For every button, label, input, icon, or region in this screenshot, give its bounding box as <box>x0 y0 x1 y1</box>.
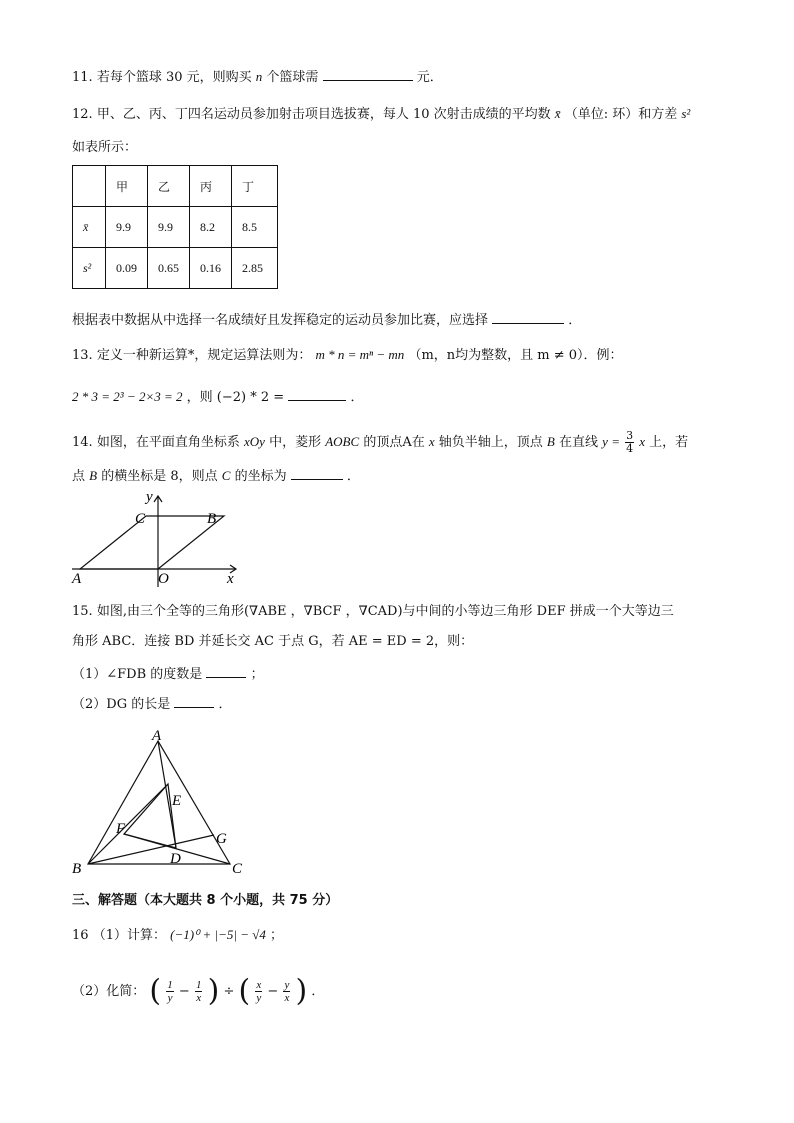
fraction-numerator: 1 <box>167 979 173 991</box>
table-cell: 8.5 <box>232 207 278 248</box>
variance-symbol: s² <box>681 106 691 121</box>
table-row <box>73 248 278 289</box>
question-text: （1）∠FDB 的度数是 <box>72 667 203 682</box>
label-C: C <box>135 511 146 527</box>
question-text: （单位: 环）和方差 <box>564 107 678 122</box>
point-name: C <box>221 468 231 483</box>
question-text: 如表所示： <box>72 140 138 155</box>
question-text: ． <box>311 984 325 999</box>
question-text: 中，菱形 <box>269 435 322 450</box>
question-number: 11. <box>72 70 93 85</box>
question-15 <box>72 602 674 622</box>
table-cell: 0.09 <box>106 248 148 289</box>
table-cell: 乙 <box>148 166 190 207</box>
question-number: 12. <box>72 107 93 122</box>
table-cell: 丁 <box>232 166 278 207</box>
label-B: B <box>207 511 217 527</box>
rhombus-figure <box>70 488 250 588</box>
question-text: 若每个篮球 30 元，则购买 <box>96 70 252 85</box>
question-13-cont <box>72 386 363 408</box>
question-text: 个篮球需 <box>266 70 319 85</box>
table-cell: 丙 <box>190 166 232 207</box>
label-E: E <box>172 793 182 809</box>
label-x: x <box>227 571 234 587</box>
fraction-denominator: x <box>196 992 202 1004</box>
question-12-ask <box>72 309 581 331</box>
example-expression: 2 * 3 = 2³ − 2×3 = 2 <box>72 389 183 404</box>
question-text: 角形 ABC．连接 BD 并延长交 AC 于点 G，若 AE = ED = 2，则： <box>72 634 474 649</box>
question-12-cont <box>72 138 137 158</box>
question-text: 如图,由三个全等的三角形(∇ABE ，∇BCF ，∇CAD)与中间的小等边三角形 DEF 拼成一个大等边三 <box>96 604 674 619</box>
answer-blank[interactable] <box>206 663 246 678</box>
question-16-part1 <box>72 925 283 946</box>
math-expression: (−1)⁰ + |−5| − √4 <box>170 927 266 942</box>
minus-sign: − <box>267 984 279 999</box>
left-paren: ( <box>149 973 162 1009</box>
equation-var: x <box>639 434 646 449</box>
question-text: （1）计算： <box>92 928 166 943</box>
label-B: B <box>72 861 82 876</box>
answer-blank[interactable] <box>288 386 346 401</box>
question-11 <box>72 66 443 88</box>
rule-expression: m * n = mⁿ − mn <box>315 347 405 362</box>
minus-sign: − <box>178 984 190 999</box>
fraction-denominator: x <box>284 992 290 1004</box>
fraction-numerator: x <box>256 979 262 991</box>
label-C: C <box>232 861 243 876</box>
question-15-cont <box>72 632 473 652</box>
label-G: G <box>216 831 227 847</box>
question-text: ． <box>346 469 360 484</box>
question-text: ； <box>250 667 264 682</box>
question-12 <box>72 104 690 125</box>
question-16-part2 <box>72 972 324 1012</box>
question-text: 元． <box>416 70 443 85</box>
answer-blank[interactable] <box>174 693 214 708</box>
table-cell: 2.85 <box>232 248 278 289</box>
question-text: ； <box>270 928 284 943</box>
question-14 <box>72 430 688 455</box>
table-cell: s² <box>73 248 106 289</box>
label-A: A <box>152 728 162 744</box>
question-text: ，则 (−2) * 2 = <box>186 390 285 405</box>
table-cell <box>73 166 106 207</box>
question-text: ． <box>350 390 364 405</box>
table-cell: 0.65 <box>148 248 190 289</box>
table-cell: 9.9 <box>106 207 148 248</box>
question-text: 上，若 <box>649 435 689 450</box>
rhombus-shape <box>80 516 224 569</box>
inner-triangle <box>124 784 176 848</box>
table-cell: 甲 <box>106 166 148 207</box>
question-text: 轴负半轴上，顶点 <box>438 435 543 450</box>
table-cell: x̄ <box>73 207 106 248</box>
fraction-denominator: 4 <box>626 442 634 455</box>
variable-n: n <box>255 69 263 84</box>
fraction-numerator: y <box>284 979 290 991</box>
fraction-denominator: y <box>256 992 262 1004</box>
answer-blank[interactable] <box>492 309 564 324</box>
point-name: B <box>89 468 98 483</box>
question-15-part1 <box>72 663 264 685</box>
results-table <box>72 165 278 289</box>
question-text: 甲、乙、丙、丁四名运动员参加射击项目选拔赛，每人 10 次射击成绩的平均数 <box>96 107 551 122</box>
table-row <box>73 207 278 248</box>
question-text: 点 <box>72 469 86 484</box>
question-text: 在直线 <box>559 435 599 450</box>
question-text: 如图，在平面直角坐标系 <box>96 435 240 450</box>
question-number: 16 <box>72 928 89 943</box>
answer-blank[interactable] <box>291 465 343 480</box>
label-D: D <box>170 851 181 867</box>
table-cell: 8.2 <box>190 207 232 248</box>
fraction-numerator: 3 <box>626 429 634 442</box>
question-text: ． <box>568 313 582 328</box>
question-text: 的坐标为 <box>234 469 287 484</box>
fraction <box>195 979 203 1004</box>
question-text: （m，n均为整数，且 m ≠ 0）．例： <box>408 348 623 363</box>
question-13 <box>72 345 623 366</box>
equation-lhs: y = <box>602 434 620 449</box>
question-14-cont <box>72 465 360 487</box>
axis-name: x <box>428 434 435 449</box>
right-paren: ) <box>207 973 220 1009</box>
coord-system: xOy <box>243 434 265 449</box>
label-A: A <box>72 571 82 587</box>
question-text: 的横坐标是 8，则点 <box>101 469 218 484</box>
right-paren: ) <box>295 973 308 1009</box>
question-15-part2 <box>72 693 232 715</box>
label-y: y <box>146 489 153 505</box>
table-cell: 0.16 <box>190 248 232 289</box>
question-text: ． <box>218 697 232 712</box>
divide-sign: ÷ <box>223 984 235 999</box>
triangle-figure <box>70 726 260 876</box>
fraction <box>166 979 174 1004</box>
fraction-numerator: 1 <box>195 979 202 991</box>
label-F: F <box>116 821 126 837</box>
question-text: （2）化简： <box>72 984 146 999</box>
segment-BE <box>88 784 168 864</box>
big-triangle <box>88 741 230 864</box>
question-number: 14. <box>72 435 93 450</box>
label-O: O <box>158 571 169 587</box>
question-text: 的顶点A在 <box>363 435 425 450</box>
mean-symbol: x̄ <box>554 106 561 121</box>
point-name: B <box>546 434 555 449</box>
question-number: 15. <box>72 604 93 619</box>
fraction <box>625 430 634 455</box>
left-paren: ( <box>238 973 251 1009</box>
table-cell: 9.9 <box>148 207 190 248</box>
question-text: （2）DG 的长是 <box>72 697 171 712</box>
section-3-heading: 三、解答题（本大题共 8 个小题，共 75 分） <box>72 893 339 908</box>
answer-blank[interactable] <box>323 66 413 81</box>
fraction-denominator: y <box>167 992 173 1004</box>
question-text: 定义一种新运算*，规定运算法则为： <box>96 348 312 363</box>
fraction <box>255 979 262 1004</box>
table-header-row <box>73 166 278 207</box>
question-text: 根据表中数据从中选择一名成绩好且发挥稳定的运动员参加比赛，应选择 <box>72 313 489 328</box>
rhombus-name: AOBC <box>325 434 360 449</box>
fraction <box>283 979 290 1004</box>
question-number: 13. <box>72 348 93 363</box>
segment-BG <box>88 835 214 864</box>
